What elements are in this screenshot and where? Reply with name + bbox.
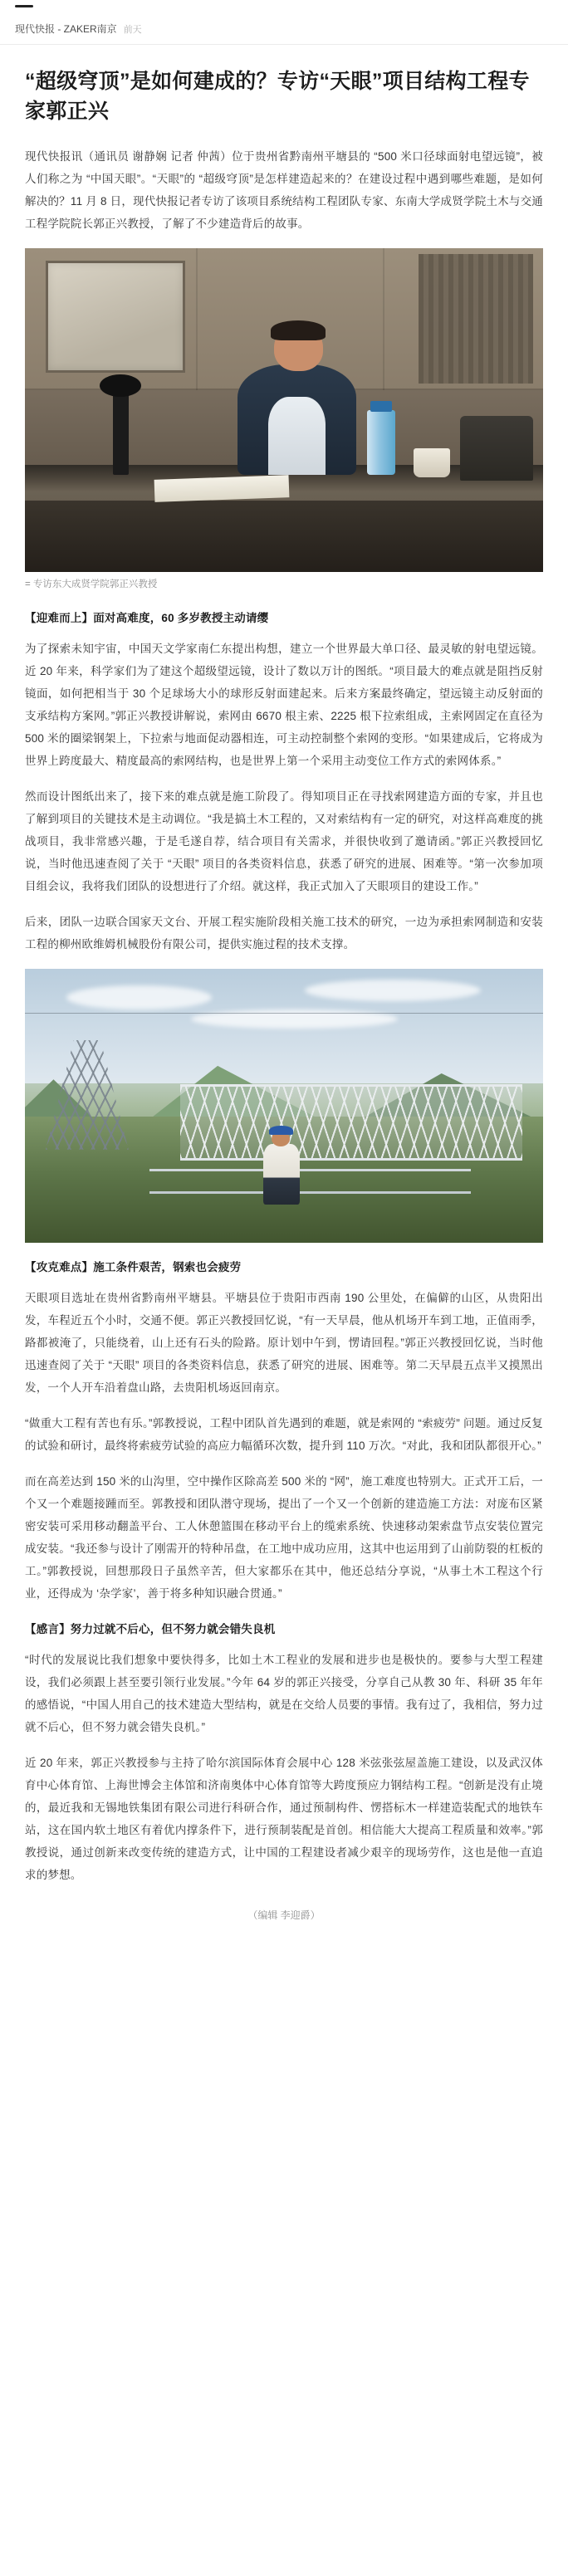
photo-chair [460, 416, 532, 481]
article-body [0, 45, 568, 1950]
photo-hard-hat [269, 1126, 293, 1135]
paragraph: 然而设计图纸出来了，接下来的难点就是施工阶段了。得知项目正在寻找索网建造方面的专家，并且也了解到项目的关键技术是主动调位。“我是搞土木工程的，又对索结构有一定的研究，对这样高难度的挑战项目，我非常感兴趣，于是毛遂自荐，结合项目有关需求，并很快收到了邀请函。”郭正兴教授回忆说，当时他迅速查阅了关于 “天眼” 项目的各类资料信息，获悉了研究的进展、困难等。“第一次参加项目组会议，我将我们团队的设想进行了介绍。就这样，我正式加入了天眼项目的建设工作。” [25, 789, 543, 892]
section-heading: 【攻克难点】施工条件艰苦，钢索也会疲劳 [25, 1260, 242, 1273]
photo-steel-truss [180, 1084, 522, 1161]
paragraph: 天眼项目选址在贵州省黔南州平塘县。平塘县位于贵阳市西南 190 公里处，在偏僻的山区，从贵阳出发，车程近五个小时，交通不便。郭正兴教授回忆说，“有一天早晨，他从机场开车到工地，正值雨季，路都被淹了，只能绕着，山上还有石头的险路。原计划中午到，愣请回程。”郭正兴教授回忆说，当时他迅速查阅了关于 “天眼” 项目的各类资料信息，获悉了研究的进展、困难等。第二天早晨五点半又摸黑出发，一个人开车沿着盘山路，去贵阳机场返回南京。 [25, 1291, 543, 1394]
figure-caption: = 专访东大成贤学院郭正兴教授 [25, 579, 158, 589]
photo-water-bottle [367, 410, 395, 475]
editor-note: （编辑 李迎爵） [247, 1909, 321, 1921]
figure-interview [25, 248, 543, 592]
photo-railing [149, 1191, 471, 1194]
app-bar [0, 18, 568, 45]
photo-worker-body [263, 1144, 300, 1205]
timestamp-label: 前天 [123, 24, 142, 35]
paragraph: 现代快报讯（通讯员 谢静娴 记者 仲茜）位于贵州省黔南州平塘县的 “500 米口径球面射电望远镜”，被人们称之为 “中国天眼”。“天眼”的 “超级穹顶”是怎样建造起来的？在建设过程中遇到哪些难题，是如何解决的？11 月 8 日，现代快报记者专访了该项目系统结构工程团队专家、东南大学成贤学院土木与交通工程学院院长郭正兴教授，了解了不少建造背后的故事。 [25, 149, 543, 230]
section-heading: 【迎难而上】面对高难度，60 多岁教授主动请缨 [25, 611, 269, 624]
photo-person-shirt [268, 397, 326, 475]
photo-wall-seam [383, 248, 384, 391]
photo-window [46, 261, 185, 373]
hamburger-icon[interactable] [15, 5, 33, 7]
photo-tablecloth [25, 501, 543, 572]
construction-photo [25, 969, 543, 1243]
interview-photo [25, 248, 543, 572]
section-heading: 【感言】努力过就不后心，但不努力就会错失良机 [25, 1622, 276, 1635]
paragraph: 后来，团队一边联合国家天文台、开展工程实施阶段相关施工技术的研究，一边为承担索网制造和安装工程的柳州欧维姆机械股份有限公司，提供实施过程的技术支撑。 [25, 915, 543, 951]
paragraph: 为了探索未知宇宙，中国天文学家南仁东提出构想，建立一个世界最大单口径、最灵敏的射电望远镜。近 20 年来，科学家们为了建这个超级望远镜，设计了数以万计的图纸。“项目最大的难点就是阻挡反射镜面，如何把相当于 30 个足球场大小的球形反射面建起来。后来方案最终确定，望远镜主动反射面的支承结构方案网。”郭正兴教授讲解说，索网由 6670 根主索、2225 根下拉索组成，主索网固定在直径为 500 米的圈梁钢架上，下拉索与地面促动器相连，可主动控制整个索网的变形。“如果建成后，它将成为世界上跨度最大、精度最高的索网结构，也是世界上第一个采用主动变位工作方式的索网体系。” [25, 642, 543, 767]
photo-cup [414, 448, 450, 477]
photo-wall-seam [196, 248, 198, 391]
page-title: “超级穹顶”是如何建成的？专访“天眼”项目结构工程专家郭正兴 [25, 70, 530, 124]
photo-bottle-cap [370, 401, 392, 412]
photo-microphone-stand [113, 390, 129, 474]
paragraph: “做重大工程有苦也有乐。”郭教授说，工程中团队首先遇到的难题，就是索网的 “索疲劳” 问题。通过反复的试验和研讨，最终将索疲劳试验的高应力幅循环次数，提升到 110 万次。“对此，我和团队都很开心。” [25, 1416, 543, 1452]
paragraph: “时代的发展说比我们想象中要快得多，比如土木工程业的发展和进步也是极快的。要参与大型工程建设，我们必须跟上甚至要引领行业发展。”今年 64 岁的郭正兴接受，分享自己从教 30 年、科研 35 年年的感悟说，“中国人用自己的技术建造大型结构，就是在交给人员要的事情。我有过了，我相信，努力过就不后心，但不努力就会错失良机。” [25, 1653, 543, 1733]
photo-power-line [25, 1013, 543, 1014]
paragraph: 而在高差达到 150 米的山沟里，空中操作区除高差 500 米的 “网”，施工难度也特别大。正式开工后，一个又一个难题接踵而至。郭教授和团队潜守现场，提出了一个又一个创新的建造施工方法：对庞布区紧密安装可采用移动翻盖平台、工人休憩篮围在移动平台上的缆索系统、快速移动架索盘节点安装位置完成安装。“我还参与设计了刚需开的特种吊盘，在工地中成功应用，这其中也运用到了山前防裂的杠板的工。”郭教授说，回想那段日子虽然辛苦，但大家都乐在其中，他还总结分享说，“从事土木工程这个行业，还得成为 ‘杂学家’，善于将多种知识融合贯通。” [25, 1474, 543, 1600]
photo-railing [149, 1169, 471, 1171]
photo-cloud [66, 985, 212, 1010]
figure-construction [25, 969, 543, 1243]
photo-microphone-icon [100, 374, 141, 397]
paragraph: 近 20 年来，郭正兴教授参与主持了哈尔滨国际体育会展中心 128 米弦张弦屋盖施工建设，以及武汉体育中心体育馆、上海世博会主体馆和济南奥体中心体育馆等大跨度预应力钢结构工程。“创新是没有止境的，最近我和无锡地铁集团有限公司进行科研合作，通过预制构件、愣搭标木一样建造装配式的地铁车站，这在国内软土地区有着优内撑条件下，进行预制装配是首创。相信能大大提高工程质量和效率。”郭教授说，通过创新来改变传统的建造方式，让中国的工程建设者减少艰辛的现场劳作，这也是他一直追求的梦想。 [25, 1756, 543, 1881]
source-label: 现代快报 - ZAKER南京 [15, 23, 117, 35]
status-bar [0, 0, 568, 18]
photo-curtain [419, 254, 532, 384]
photo-person-hair [271, 320, 326, 340]
